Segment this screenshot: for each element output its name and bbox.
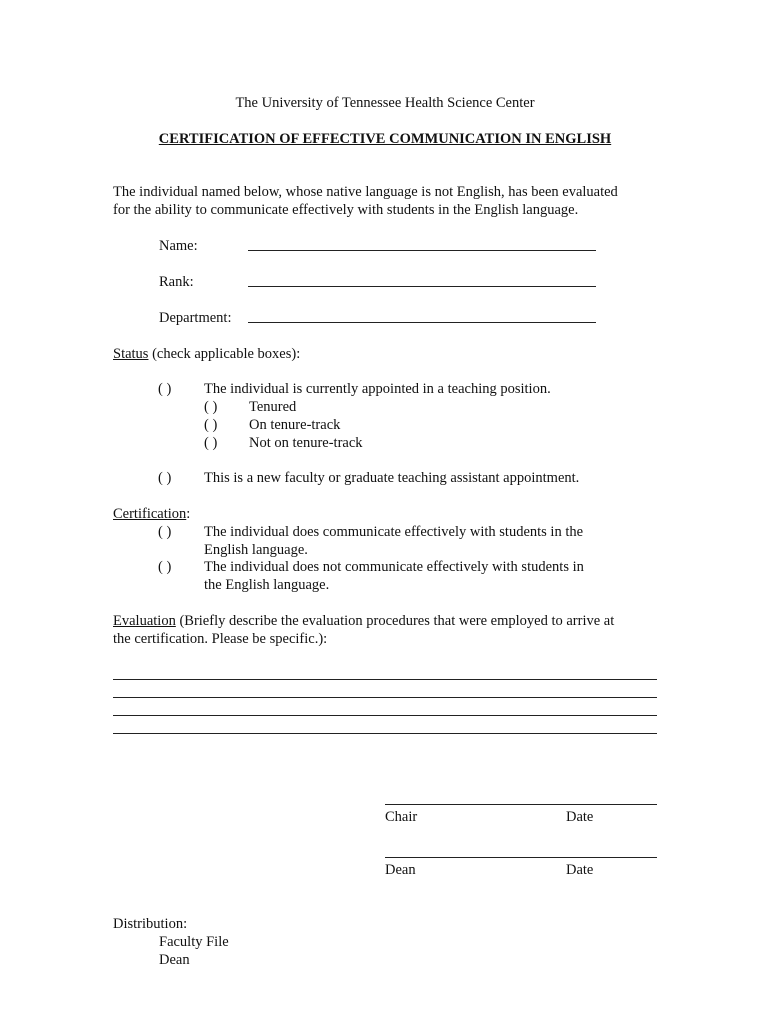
distribution-item-faculty-file: Faculty File xyxy=(159,934,229,950)
teaching-label: The individual is currently appointed in a teaching position. xyxy=(204,381,551,397)
evaluation-heading: Evaluation xyxy=(113,613,176,629)
intro-line-1: The individual named below, whose native language is not English, has been evaluated xyxy=(113,184,618,200)
chair-signature-line[interactable] xyxy=(385,804,657,805)
name-label: Name: xyxy=(159,238,198,254)
intro-line-2: for the ability to communicate effectively with students in the English language. xyxy=(113,202,579,218)
department-label: Department: xyxy=(159,310,232,326)
tenured-checkbox[interactable]: ( ) xyxy=(204,399,218,415)
evaluation-line-1 xyxy=(113,612,614,630)
status-heading-suffix: (check applicable boxes): xyxy=(148,346,301,362)
does-not-communicate-line-2: the English language. xyxy=(204,577,330,593)
distribution-item-dean: Dean xyxy=(159,952,190,968)
certification-heading-suffix: : xyxy=(186,506,191,522)
does-communicate-line-1: The individual does communicate effectively with students in the xyxy=(204,524,584,540)
new-appointment-label: This is a new faculty or graduate teaching assistant appointment. xyxy=(204,470,580,486)
dean-date-label: Date xyxy=(566,862,594,878)
rank-label: Rank: xyxy=(159,274,194,290)
evaluation-instructions: (Briefly describe the evaluation procedures that were employed to arrive at xyxy=(175,613,615,629)
tenure-track-checkbox[interactable]: ( ) xyxy=(204,417,218,433)
teaching-checkbox[interactable]: ( ) xyxy=(158,381,172,397)
tenure-track-label: On tenure-track xyxy=(249,417,341,433)
evaluation-answer-line-2[interactable] xyxy=(113,697,657,698)
does-communicate-line-2: English language. xyxy=(204,542,308,558)
certification-heading-text: Certification xyxy=(113,506,187,522)
tenured-label: Tenured xyxy=(249,399,297,415)
chair-date-label: Date xyxy=(566,809,594,825)
chair-label: Chair xyxy=(385,809,418,825)
does-communicate-checkbox[interactable]: ( ) xyxy=(158,524,172,540)
document-title-text: CERTIFICATION OF EFFECTIVE COMMUNICATION IN ENGLISH xyxy=(158,131,612,147)
document-title xyxy=(0,130,770,148)
status-heading-text: Status xyxy=(113,346,149,362)
does-not-communicate-line-1: The individual does not communicate effectively with students in xyxy=(204,559,584,575)
not-tenure-track-checkbox[interactable]: ( ) xyxy=(204,435,218,451)
institution-name: The University of Tennessee Health Science Center xyxy=(235,95,535,111)
evaluation-line-2: the certification. Please be specific.): xyxy=(113,631,328,647)
certification-heading xyxy=(113,505,190,523)
status-heading xyxy=(113,345,300,363)
rank-input-line[interactable] xyxy=(248,286,596,287)
dean-signature-line[interactable] xyxy=(385,857,657,858)
new-appointment-checkbox[interactable]: ( ) xyxy=(158,470,172,486)
evaluation-answer-line-1[interactable] xyxy=(113,679,657,680)
name-input-line[interactable] xyxy=(248,250,596,251)
department-input-line[interactable] xyxy=(248,322,596,323)
dean-label: Dean xyxy=(385,862,416,878)
evaluation-answer-line-3[interactable] xyxy=(113,715,657,716)
evaluation-answer-line-4[interactable] xyxy=(113,733,657,734)
distribution-heading: Distribution: xyxy=(113,916,188,932)
not-tenure-track-label: Not on tenure-track xyxy=(249,435,363,451)
does-not-communicate-checkbox[interactable]: ( ) xyxy=(158,559,172,575)
